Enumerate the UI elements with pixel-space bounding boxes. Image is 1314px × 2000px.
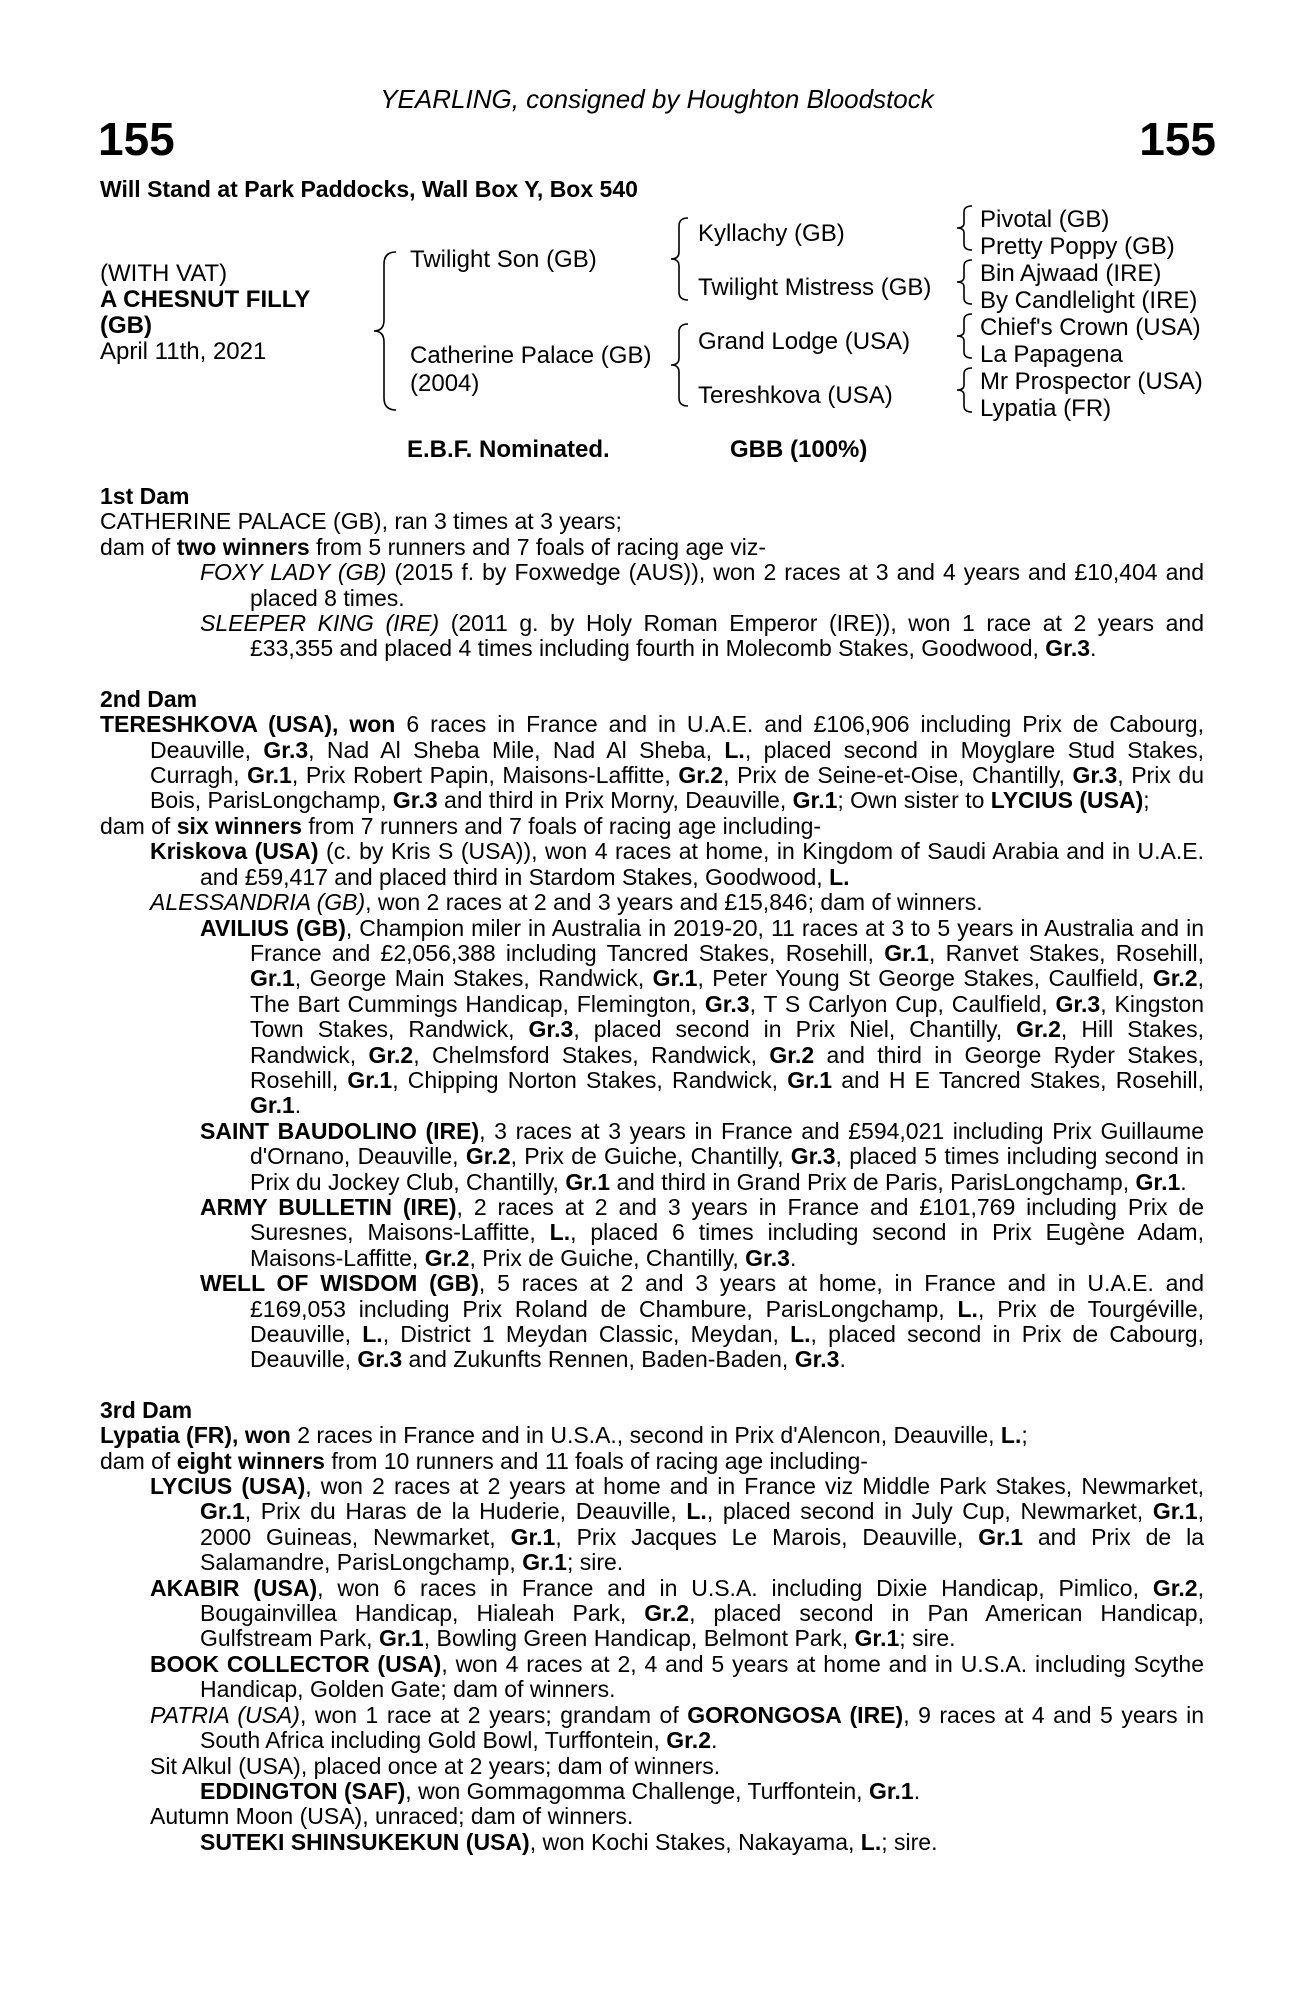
pedigree-dam-year: (2004) [410, 370, 480, 397]
ebf-nomination: E.B.F. Nominated. [407, 436, 610, 463]
produce-lycius: LYCIUS (USA), won 2 races at 2 years at home and in France viz Middle Park Stakes, Newmarket, Gr.1, Prix du Haras de la Huderie, Deauville, L., placed second in July Cup, Newmarket, Gr.1, 2000 Guineas, Newmarket, Gr.1, Prix Jacques Le Marois, Deauville, Gr.1 and Prix de la Salamandre, ParisLongchamp, Gr.1; sire. [150, 1473, 1205, 1576]
grandprogeny-saint-baudolino: SAINT BAUDOLINO (IRE), 3 races at 3 years in France and £594,021 including Prix Guillaume d'Ornano, Deauville, Gr.2, Prix de Guiche, Chantilly, Gr.3, placed 5 times including second in Prix du Jockey Club, Chantilly, Gr.1 and third in Grand Prix de Paris, ParisLongchamp, Gr.1. [200, 1117, 1205, 1195]
pedigree-sdd: By Candlelight (IRE) [980, 287, 1198, 314]
first-dam-produce-summary: dam of two winners from 5 runners and 7 foals of racing age viz- [100, 533, 767, 560]
first-dam-heading: 1st Dam [100, 483, 190, 509]
produce-patria: PATRIA (USA), won 1 race at 2 years; grandam of GORONGOSA (IRE), 9 races at 4 and 5 years in South Africa including Gold Bowl, Turffontein, Gr.2. [150, 1701, 1204, 1754]
gbb-rating: GBB (100%) [730, 436, 868, 463]
second-dam-produce-summary: dam of six winners from 7 runners and 7 foals of racing age including- [100, 812, 822, 839]
produce-sleeper-king: SLEEPER KING (IRE) (2011 g. by Holy Roman Emperor (IRE)), won 1 race at 2 years and £33,355 and placed 4 times including fourth in Molecomb Stakes, Goodwood, Gr.3. [200, 610, 1204, 662]
pedigree-sire: Twilight Son (GB) [410, 246, 597, 273]
pedigree-sss: Pivotal (GB) [980, 206, 1110, 233]
pedigree-brace-dam [668, 322, 690, 408]
catalogue-subtitle: YEARLING, consigned by Houghton Bloodstock [380, 84, 934, 114]
pedigree-sire-sire: Kyllachy (GB) [698, 220, 845, 247]
produce-autumn-moon: Autumn Moon (USA), unraced; dam of winners. [150, 1803, 634, 1830]
second-dam-heading: 2nd Dam [100, 685, 198, 712]
horse-origin: (GB) [100, 312, 152, 339]
produce-akabir: AKABIR (USA), won 6 races in France and in U.S.A. including Dixie Handicap, Pimlico, Gr.2, Bougainvillea Handicap, Hialeah Park, Gr.2, placed second in Pan American Handicap, Gulfstream Park, Gr.1, Bowling Green Handicap, Belmont Park, Gr.1; sire. [150, 1574, 1204, 1652]
grandprogeny-well-of-wisdom: WELL OF WISDOM (GB), 5 races at 2 and 3 years at home, in France and in U.A.E. and £169,053 including Prix Roland de Chambure, ParisLongchamp, L., Prix de Tourgéville, Deauville, L., District 1 Meydan Classic, Meydan, L., placed second in Prix de Cabourg, Deauville, Gr.3 and Zukunfts Rennen, Baden-Baden, Gr.3. [200, 1270, 1204, 1373]
pedigree-brace-main [370, 250, 400, 412]
produce-foxy-lady: FOXY LADY (GB) (2015 f. by Foxwedge (AUS)), won 2 races at 3 and 4 years and £10,404 and placed 8 times. [200, 559, 1204, 611]
first-dam-line: CATHERINE PALACE (GB), ran 3 times at 3 years; [100, 508, 622, 535]
pedigree-ddd: Lypatia (FR) [980, 395, 1112, 422]
pedigree-dss: Chief's Crown (USA) [980, 314, 1201, 341]
pedigree-dam: Catherine Palace (GB) [410, 342, 652, 369]
pedigree-dsd: La Papagena [980, 341, 1123, 368]
pedigree-brace-ss [954, 204, 974, 252]
produce-alessandria: ALESSANDRIA (GB), won 2 races at 2 and 3 years and £15,846; dam of winners. [150, 889, 983, 916]
pedigree-brace-sire [668, 216, 690, 302]
lot-number-right: 155 [1139, 113, 1216, 165]
grandprogeny-eddington: EDDINGTON (SAF), won Gommagomma Challenge, Turffontein, Gr.1. [200, 1777, 921, 1804]
second-dam-record: TERESHKOVA (USA), won 6 races in France and in U.A.E. and £106,906 including Prix de Cabourg, Deauville, Gr.3, Nad Al Sheba Mile, Nad Al Sheba, L., placed second in Moyglare Stud Stakes, Curragh, Gr.1, Prix Robert Papin, Maisons-Laffitte, Gr.2, Prix de Seine-et-Oise, Chantilly, Gr.3, Prix du Bois, ParisLongchamp, Gr.3 and third in Prix Morny, Deauville, Gr.1; Own sister to LYCIUS (USA); [100, 711, 1205, 814]
pedigree-brace-sd [954, 258, 974, 306]
grandprogeny-army-bulletin: ARMY BULLETIN (IRE), 2 races at 2 and 3 years in France and £101,769 including Prix de Suresnes, Maisons-Laffitte, L., placed 6 times including second in Prix Eugène Adam, Maisons-Laffitte, Gr.2, Prix de Guiche, Chantilly, Gr.3. [200, 1193, 1204, 1271]
grandprogeny-avilius: AVILIUS (GB), Champion miler in Australia in 2019-20, 11 races at 3 to 5 years in Australia and in France and £2,056,388 including Tancred Stakes, Rosehill, Gr.1, Ranvet Stakes, Rosehill, Gr.1, George Main Stakes, Randwick, Gr.1, Peter Young St George Stakes, Caulfield, Gr.2, The Bart Cummings Handicap, Flemington, Gr.3, T S Carlyon Cup, Caulfield, Gr.3, Kingston Town Stakes, Randwick, Gr.3, placed second in Prix Niel, Chantilly, Gr.2, Hill Stakes, Randwick, Gr.2, Chelmsford Stakes, Randwick, Gr.2 and third in George Ryder Stakes, Rosehill, Gr.1, Chipping Norton Stakes, Randwick, Gr.1 and H E Tancred Stakes, Rosehill, Gr.1. [200, 914, 1205, 1119]
produce-book-collector: BOOK COLLECTOR (USA), won 4 races at 2, 4 and 5 years at home and in U.S.A. including Scythe Handicap, Golden Gate; dam of winners. [150, 1650, 1204, 1703]
pedigree-dds: Mr Prospector (USA) [980, 368, 1203, 395]
pedigree-dam-dam: Tereshkova (USA) [698, 382, 893, 409]
third-dam-produce-summary: dam of eight winners from 10 runners and 11 foals of racing age including- [100, 1447, 868, 1474]
pedigree-sire-dam: Twilight Mistress (GB) [698, 274, 932, 301]
horse-description: A CHESNUT FILLY [100, 286, 311, 313]
pedigree-ssd: Pretty Poppy (GB) [980, 233, 1175, 260]
pedigree-dam-sire: Grand Lodge (USA) [698, 328, 911, 355]
produce-sit-alkul: Sit Alkul (USA), placed once at 2 years; dam of winners. [150, 1752, 721, 1779]
grandprogeny-suteki-shinsukekun: SUTEKI SHINSUKEKUN (USA), won Kochi Stakes, Nakayama, L.; sire. [200, 1828, 938, 1855]
produce-kriskova: Kriskova (USA) (c. by Kris S (USA)), won 4 races at home, in Kingdom of Saudi Arabia and in U.A.E. and £59,417 and placed third in Stardom Stakes, Goodwood, L. [150, 838, 1204, 890]
pedigree-brace-dd [954, 366, 974, 414]
third-dam-heading: 3rd Dam [100, 1396, 193, 1423]
pedigree-brace-ds [954, 312, 974, 360]
foaling-date: April 11th, 2021 [100, 338, 267, 365]
vat-label: (WITH VAT) [100, 260, 228, 287]
pedigree-sds: Bin Ajwaad (IRE) [980, 260, 1162, 287]
lot-number-left: 155 [98, 113, 175, 165]
third-dam-record: Lypatia (FR), won 2 races in France and in U.S.A., second in Prix d'Alencon, Deauville, L.; [100, 1422, 1028, 1449]
catalogue-body [100, 484, 1204, 1855]
stand-location: Will Stand at Park Paddocks, Wall Box Y, Box 540 [100, 176, 638, 202]
